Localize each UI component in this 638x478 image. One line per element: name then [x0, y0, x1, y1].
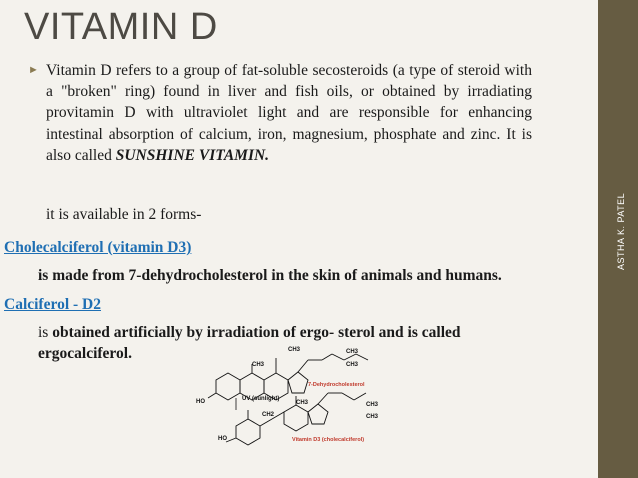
- form1-heading: Cholecalciferol (vitamin D3): [4, 239, 192, 256]
- bottom-ch3-1: CH3: [296, 400, 309, 406]
- bottom-ch2: CH2: [262, 412, 275, 418]
- uv-label: UV (sunlight): [242, 396, 280, 402]
- top-molecule-name: 7-Dehydrocholesterol: [308, 382, 365, 388]
- bottom-molecule-name: Vitamin D3 (cholecalciferol): [292, 437, 365, 443]
- top-ho: HO: [196, 399, 205, 405]
- intro-text: Vitamin D refers to a group of fat-soluble secosteroids (a type of steroid with a "broken" ring) found in liver and fish oils, or obtained by irradiating provitamin D with ultraviolet light and are responsible for enhancing intestinal absorption of calcium, iron, magnesium, phosphate and zinc. It is also called: [46, 62, 532, 164]
- top-ch3-3: CH3: [346, 362, 359, 368]
- top-ch3-2: CH3: [346, 349, 359, 355]
- top-ch3-1: CH3: [288, 347, 301, 353]
- form2-heading: Calciferol - D2: [4, 296, 101, 313]
- bottom-ch3-2: CH3: [366, 402, 379, 408]
- form1-description-text: is made from 7-dehydrocholesterol in the skin of animals and humans.: [38, 267, 502, 284]
- form1-description: [38, 267, 502, 285]
- bottom-ch3-3: CH3: [366, 414, 379, 420]
- bullet-arrow-icon: ►: [28, 64, 39, 76]
- intro-paragraph: [46, 60, 532, 166]
- bottom-ho: HO: [218, 436, 227, 442]
- top-ch3-4: CH3: [252, 362, 265, 368]
- sidebar-author: ASTHA K. PATEL: [616, 192, 626, 270]
- intro-emphasis: SUNSHINE VITAMIN.: [115, 146, 270, 164]
- form2-description-bold: obtained artificially by irradiation of ergo- sterol and is called ergocalciferol.: [38, 324, 461, 362]
- forms-intro: it is available in 2 forms-: [46, 206, 202, 223]
- top-molecule-structure: [208, 354, 368, 400]
- slide-title: VITAMIN D: [24, 6, 218, 48]
- vitamin-d-structure-diagram: [196, 338, 486, 448]
- author-sidebar: [598, 0, 638, 478]
- form2-description-prefix: is: [38, 324, 53, 341]
